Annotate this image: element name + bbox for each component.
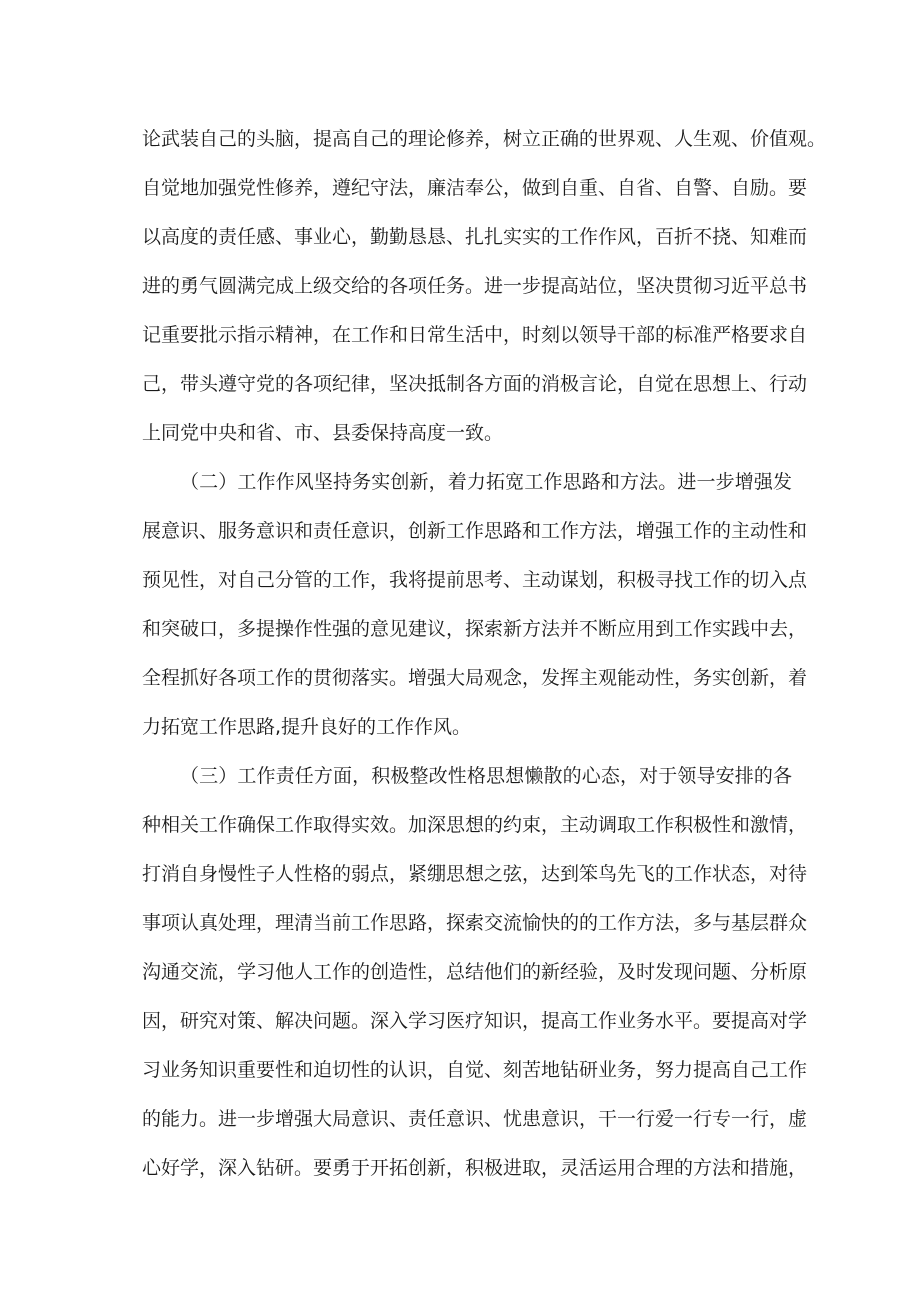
text-line: 力拓宽工作思路,提升良好的工作作风。 bbox=[142, 716, 472, 738]
text-line: 习业务知识重要性和迫切性的认识，自觉、刻苦地钻研业务，努力提高自己工作 bbox=[142, 1059, 808, 1081]
text-line: 展意识、服务意识和责任意识，创新工作思路和工作方法，增强工作的主动性和 bbox=[142, 520, 808, 542]
text-line: 记重要批示指示精神，在工作和日常生活中，时刻以领导干部的标准严格要求自 bbox=[142, 324, 808, 346]
text-line: 事项认真处理，理清当前工作思路，探索交流愉快的的工作方法，多与基层群众 bbox=[142, 912, 808, 934]
text-line: 沟通交流，学习他人工作的创造性，总结他们的新经验，及时发现问题、分析原 bbox=[142, 961, 808, 983]
paragraph-heading-3: （三）工作责任方面，积极整改性格思想懒散的心态，对于领导安排的各 bbox=[180, 765, 792, 787]
text-line: 进的勇气圆满完成上级交给的各项任务。进一步提高站位，坚决贯彻习近平总书 bbox=[142, 275, 808, 297]
text-line: 打消自身慢性子人性格的弱点，紧绷思想之弦，达到笨鸟先飞的工作状态，对待 bbox=[142, 863, 808, 885]
text-line: 论武装自己的头脑，提高自己的理论修养，树立正确的世界观、人生观、价值观。 bbox=[142, 128, 827, 150]
text-line: 上同党中央和省、市、县委保持高度一致。 bbox=[142, 422, 504, 444]
paragraph-heading-2: （二）工作作风坚持务实创新，着力拓宽工作思路和方法。进一步增强发 bbox=[180, 471, 792, 493]
text-line: 心好学，深入钻研。要勇于开拓创新，积极进取，灵活运用合理的方法和措施， bbox=[142, 1157, 808, 1179]
text-line: 因，研究对策、解决问题。深入学习医疗知识，提高工作业务水平。要提高对学 bbox=[142, 1010, 808, 1032]
text-line: 和突破口，多提操作性强的意见建议，探索新方法并不断应用到工作实践中去， bbox=[142, 618, 808, 640]
text-line: 以高度的责任感、事业心，勤勤恳恳、扎扎实实的工作作风，百折不挠、知难而 bbox=[142, 226, 808, 248]
text-line: 种相关工作确保工作取得实效。加深思想的约束，主动调取工作积极性和激情， bbox=[142, 814, 808, 836]
text-line: 全程抓好各项工作的贯彻落实。增强大局观念，发挥主观能动性，务实创新，着 bbox=[142, 667, 808, 689]
text-line: 的能力。进一步增强大局意识、责任意识、忧患意识，干一行爱一行专一行，虚 bbox=[142, 1108, 808, 1130]
text-line: 己，带头遵守党的各项纪律，坚决抵制各方面的消极言论，自觉在思想上、行动 bbox=[142, 373, 808, 395]
text-line: 预见性，对自己分管的工作，我将提前思考、主动谋划，积极寻找工作的切入点 bbox=[142, 569, 808, 591]
text-line: 自觉地加强党性修养，遵纪守法，廉洁奉公，做到自重、自省、自警、自励。要 bbox=[142, 177, 808, 199]
